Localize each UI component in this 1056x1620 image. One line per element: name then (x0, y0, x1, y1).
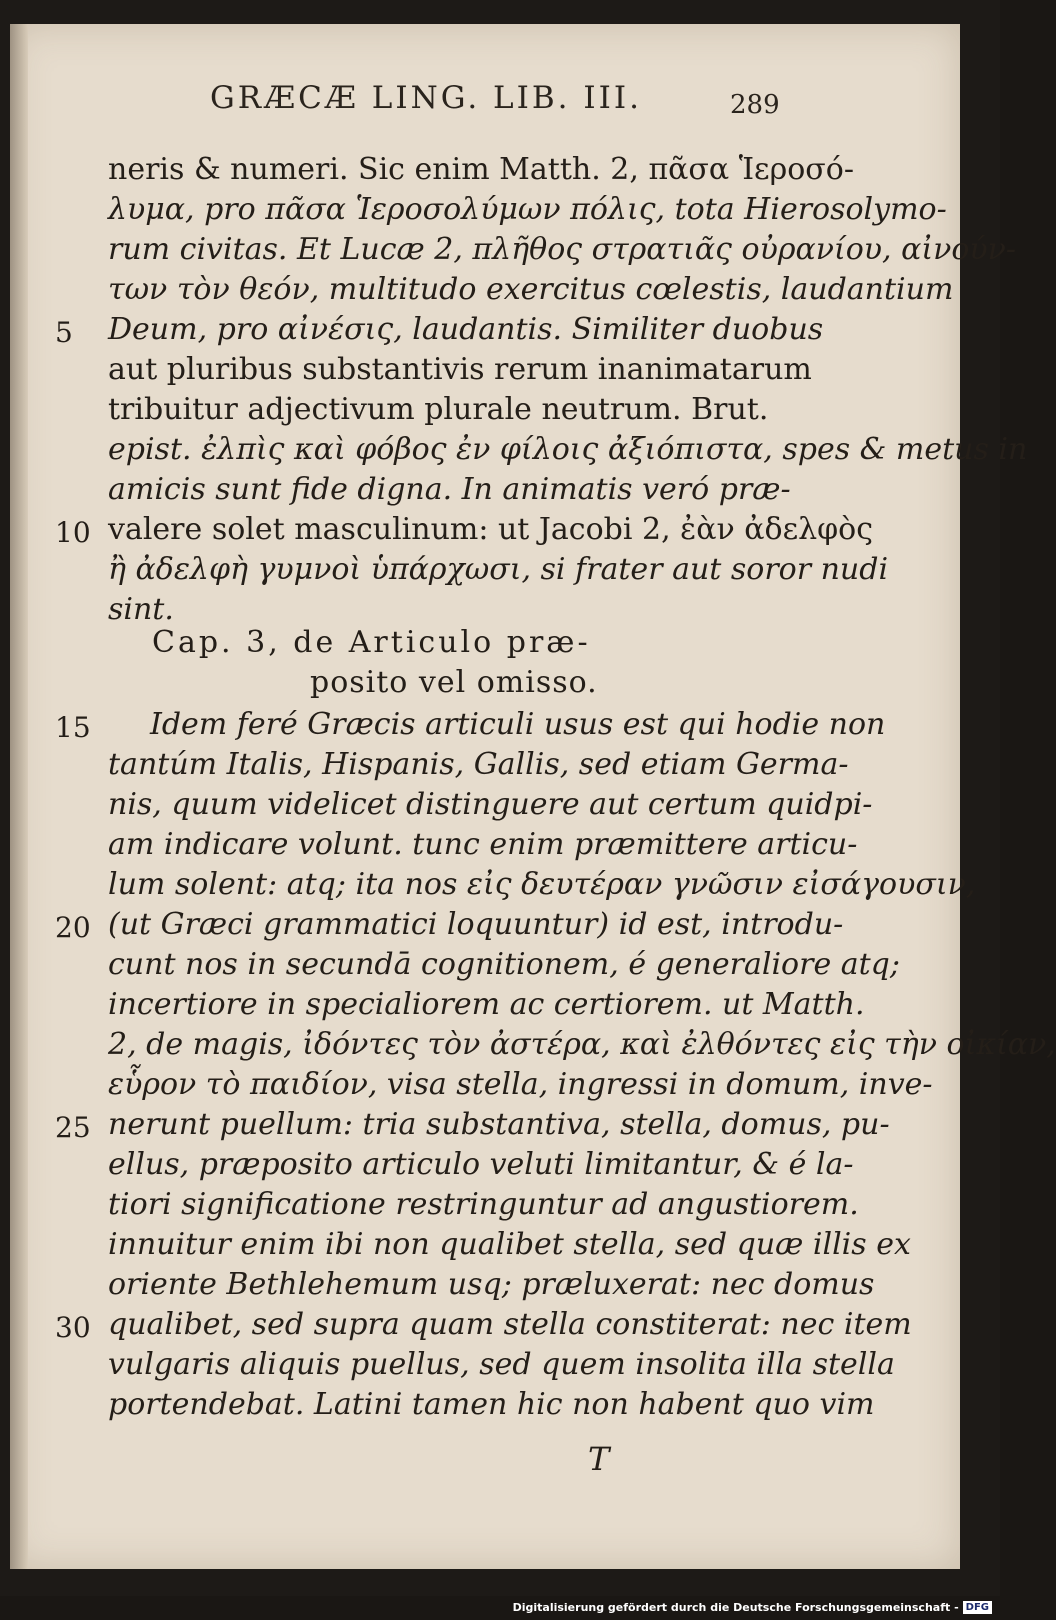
text-line: Idem feré Græcis articuli usus est qui hodie non (150, 707, 886, 742)
margin-line-number: 25 (55, 1111, 91, 1144)
text-line: εὗρον τὸ παιδίον, visa stella, ingressi in domum, inve- (108, 1067, 933, 1102)
margin-line-number: 20 (55, 911, 91, 944)
margin-line-number: 30 (55, 1311, 91, 1344)
margin-line-number: 5 (55, 316, 73, 349)
text-line: aut pluribus substantivis rerum inanimatarum (108, 352, 812, 387)
text-line: (ut Græci grammatici loquuntur) id est, introdu- (108, 907, 844, 942)
text-line: neris & numeri. Sic enim Matth. 2, πᾶσα Ἱεροσό- (108, 152, 854, 187)
text-line: cunt nos in secundā cognitionem, é generaliore atq; (108, 947, 900, 982)
text-line: tantúm Italis, Hispanis, Gallis, sed etiam Germa- (108, 747, 849, 782)
text-line: nis, quum videlicet distinguere aut certum quidpi- (108, 787, 873, 822)
text-line: qualibet, sed supra quam stella constiterat: nec item (108, 1307, 912, 1342)
text-line: rum civitas. Et Lucæ 2, πλῆθος στρατιᾶς οὐρανίου, αἰνούν- (108, 232, 1017, 267)
chapter-heading: Cap. 3, de Articulo præ- (152, 625, 591, 660)
text-line: incertiore in specialiorem ac certiorem. ut Matth. (108, 987, 865, 1022)
text-line: oriente Bethlehemum usq; præluxerat: nec domus (108, 1267, 875, 1302)
text-line: tiori significatione restringuntur ad angustiorem. (108, 1187, 859, 1222)
text-line: portendebat. Latini tamen hic non habent quo vim (108, 1387, 875, 1422)
text-line: 2, de magis, ἰδόντες τὸν ἀστέρα, καὶ ἐλθόντες εἰς τὴν οἰκίαν, (108, 1027, 1056, 1062)
text-line: amicis sunt fide digna. In animatis veró præ- (108, 472, 791, 507)
text-line: sint. (108, 592, 174, 627)
text-line: epist. ἐλπὶς καὶ φόβος ἐν φίλοις ἀξιόπιστα, spes & metus in (108, 432, 1028, 467)
digitization-credit (513, 1598, 992, 1616)
text-line: των τὸν θεόν, multitudo exercitus cœlestis, laudantium (108, 272, 954, 307)
text-line: tribuitur adjectivum plurale neutrum. Brut. (108, 392, 769, 427)
text-line: vulgaris aliquis puellus, sed quem insolita illa stella (108, 1347, 895, 1382)
page-number: 289 (730, 90, 780, 120)
text-line: am indicare volunt. tunc enim præmittere articu- (108, 827, 858, 862)
credit-text: Digitalisierung gefördert durch die Deutsche Forschungsgemeinschaft - (512, 1600, 959, 1614)
signature-mark: T (588, 1440, 610, 1478)
text-line: ellus, præposito articulo veluti limitantur, & é la- (108, 1147, 854, 1182)
text-line: Deum, pro αἰνέσις, laudantis. Similiter duobus (108, 312, 824, 347)
text-line: valere solet masculinum: ut Jacobi 2, ἐὰν ἀδελφὸς (108, 512, 874, 547)
margin-line-number: 10 (55, 516, 91, 549)
chapter-heading-continued: posito vel omisso. (310, 665, 598, 700)
text-line: ἢ ἀδελφὴ γυμνοὶ ὑπάρχωσι, si frater aut soror nudi (108, 552, 889, 587)
text-line: nerunt puellum: tria substantiva, stella, domus, pu- (108, 1107, 890, 1142)
text-line: λυμα, pro πᾶσα Ἱεροσολύμων πόλις, tota Hierosolymo- (108, 192, 947, 227)
text-line: innuitur enim ibi non qualibet stella, sed quæ illis ex (108, 1227, 911, 1262)
dfg-logo: DFG (963, 1601, 992, 1614)
running-head: GRÆCÆ LING. LIB. III. (210, 80, 642, 116)
page-gutter-edge (10, 24, 28, 1569)
text-line: lum solent: atq; ita nos εἰς δευτέραν γνῶσιν εἰσάγουσιν, (108, 867, 976, 902)
margin-line-number: 15 (55, 711, 91, 744)
